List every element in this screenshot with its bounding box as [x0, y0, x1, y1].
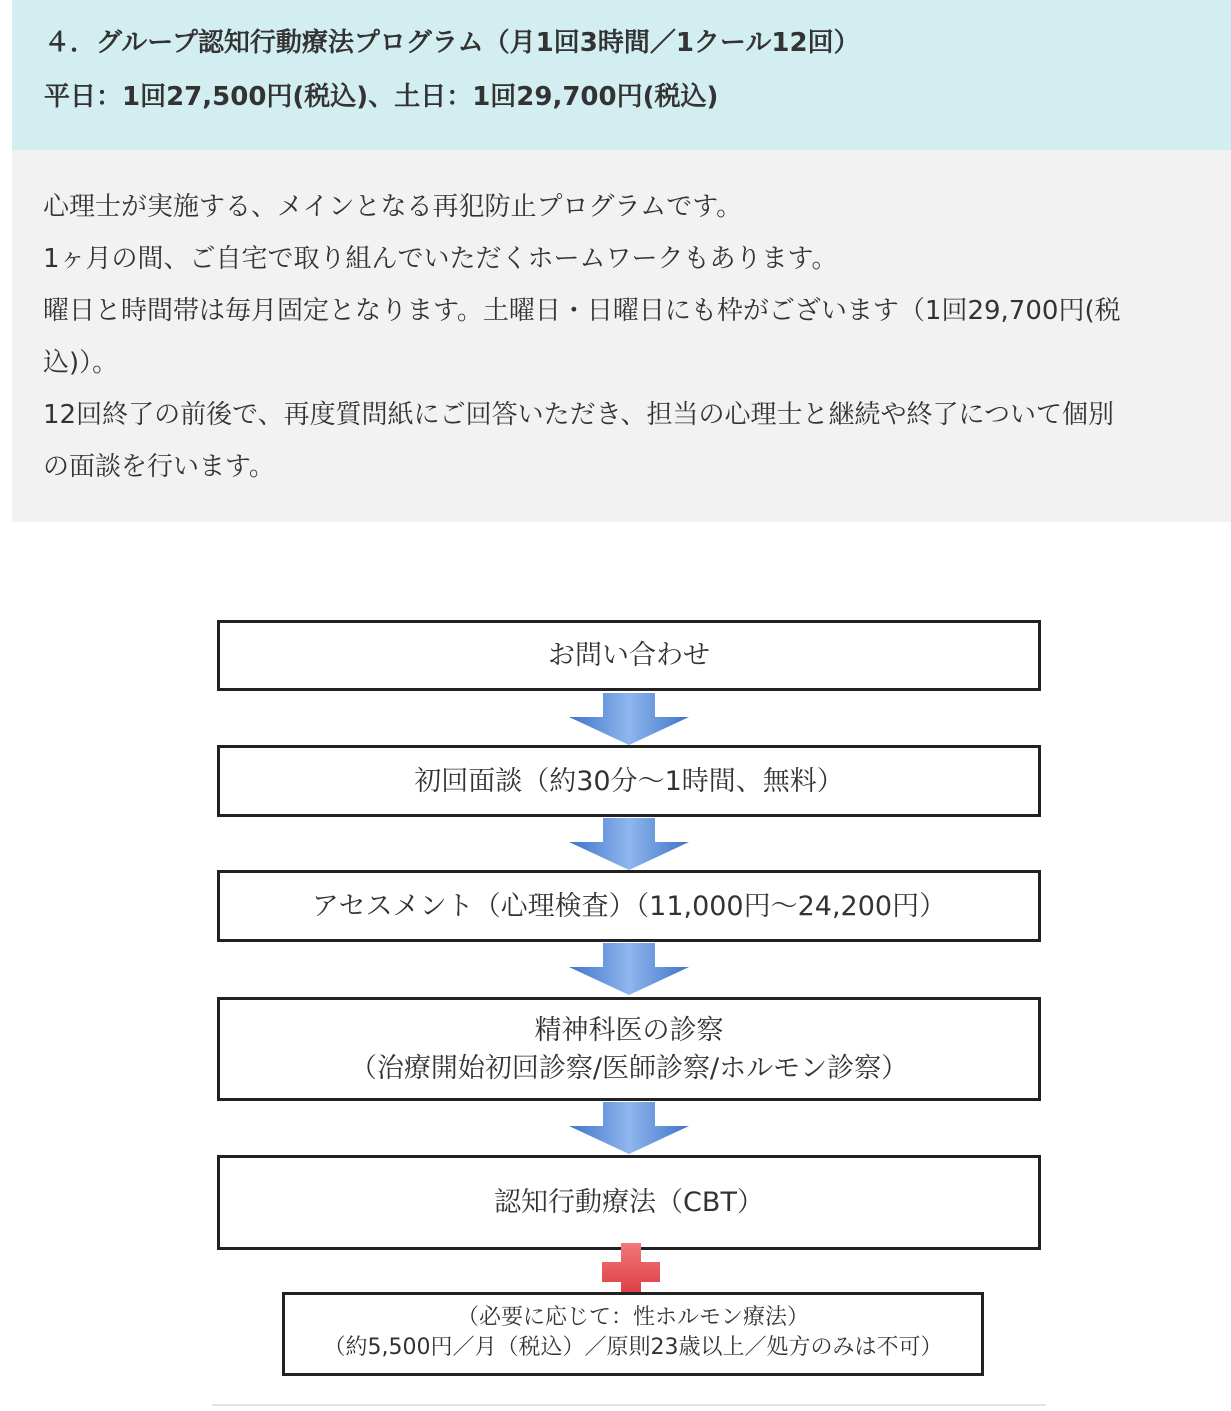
divider [212, 1404, 1046, 1406]
program-header [12, 0, 1231, 150]
flow-extra-sublabel: （約5,500円／月（税込）／原則23歳以上／処方のみは不可） [323, 1335, 943, 1360]
flow-step-psychiatrist [217, 997, 1041, 1101]
flow-step-cbt [217, 1155, 1041, 1250]
down-arrow-icon [567, 693, 691, 747]
description-line: の面談を行います。 [43, 452, 275, 482]
flow-step-label: アセスメント（心理検査）（11,000円～24,200円） [311, 891, 947, 922]
description-line: 心理士が実施する、メインとなる再犯防止プログラムです。 [43, 192, 743, 222]
flow-step-inquiry [217, 620, 1041, 691]
flow-extra-label: （必要に応じて：性ホルモン療法） [456, 1305, 809, 1330]
description-line: 12回終了の前後で、再度質問紙にご回答いただき、担当の心理士と継続や終了について個別 [43, 400, 1115, 430]
flow-step-label: お問い合わせ [548, 640, 710, 671]
flow-step-label: 精神科医の診察 [534, 1015, 724, 1046]
flow-step-label: 初回面談（約30分～1時間、無料） [414, 766, 844, 797]
program-price: 平日：1回27,500円(税込)、土日：1回29,700円(税込) [44, 82, 719, 112]
flow-step-label: 認知行動療法（CBT） [494, 1187, 764, 1218]
description-line: 曜日と時間帯は毎月固定となります。土曜日・日曜日にも枠がございます（1回29,700円(税 [43, 296, 1121, 326]
flow-step-first-interview [217, 745, 1041, 817]
down-arrow-icon [567, 1102, 691, 1156]
flow-extra-hormone-therapy [282, 1292, 984, 1376]
program-title: ４．グループ認知行動療法プログラム（月1回3時間／1クール12回） [44, 28, 860, 58]
program-description [12, 150, 1231, 522]
description-line: 込)）。 [43, 348, 119, 378]
description-line: 1ヶ月の間、ご自宅で取り組んでいただくホームワークもあります。 [43, 244, 838, 274]
flow-step-assessment [217, 870, 1041, 942]
down-arrow-icon [567, 818, 691, 872]
down-arrow-icon [567, 943, 691, 997]
flow-step-sublabel: （治療開始初回診察/医師診察/ホルモン診察） [349, 1053, 909, 1084]
